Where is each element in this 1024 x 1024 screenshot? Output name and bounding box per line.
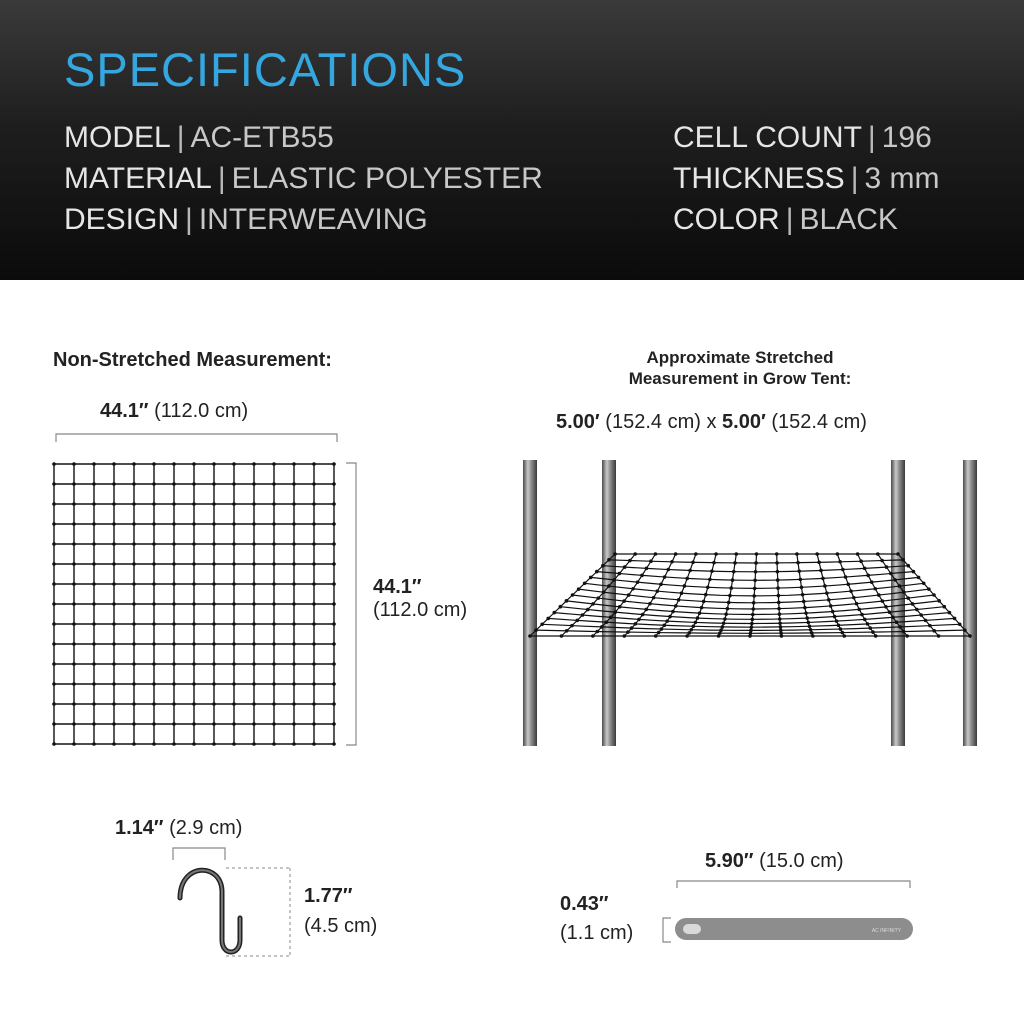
strap-length-label: 5.90″ (15.0 cm) [705, 850, 844, 872]
stretched-net [528, 552, 972, 638]
non-stretched-heading: Non-Stretched Measurement: [53, 349, 332, 371]
trellis-net-illustration [50, 460, 340, 750]
tent-pole-front-right [963, 460, 977, 746]
spec-design: DESIGN | INTERWEAVING [64, 203, 428, 236]
strap-width-label: 0.43″ (1.1 cm) [560, 893, 634, 944]
spec-color: COLOR | BLACK [673, 203, 898, 236]
tent-pole-back-right [891, 460, 905, 746]
spec-thickness: THICKNESS | 3 mm [673, 162, 940, 195]
spec-material: MATERIAL | ELASTIC POLYESTER [64, 162, 543, 195]
page-title: SPECIFICATIONS [64, 43, 467, 96]
velcro-strap-illustration [655, 880, 925, 960]
net-width-label: 44.1″ (112.0 cm) [100, 400, 249, 422]
tent-pole-front-left [523, 460, 537, 746]
stretched-heading: Approximate Stretched Measurement in Grow Tent: [628, 348, 852, 388]
grow-tent-net-illustration [515, 458, 985, 748]
spec-cell-count: CELL COUNT | 196 [673, 121, 932, 154]
stretched-dimension-label: 5.00′ (152.4 cm) x 5.00′ (152.4 cm) [556, 411, 867, 433]
s-hook [180, 870, 240, 952]
tent-pole-back-left [602, 460, 616, 746]
strap-logo: AC INFINITY [871, 928, 901, 934]
net-height-label: 44.1″ (112.0 cm) [373, 576, 468, 621]
s-hook-illustration [160, 840, 300, 960]
hook-width-label: 1.14″ (2.9 cm) [115, 817, 243, 839]
spec-model: MODEL | AC-ETB55 [64, 121, 334, 154]
hook-height-label: 1.77″ (4.5 cm) [304, 885, 378, 937]
